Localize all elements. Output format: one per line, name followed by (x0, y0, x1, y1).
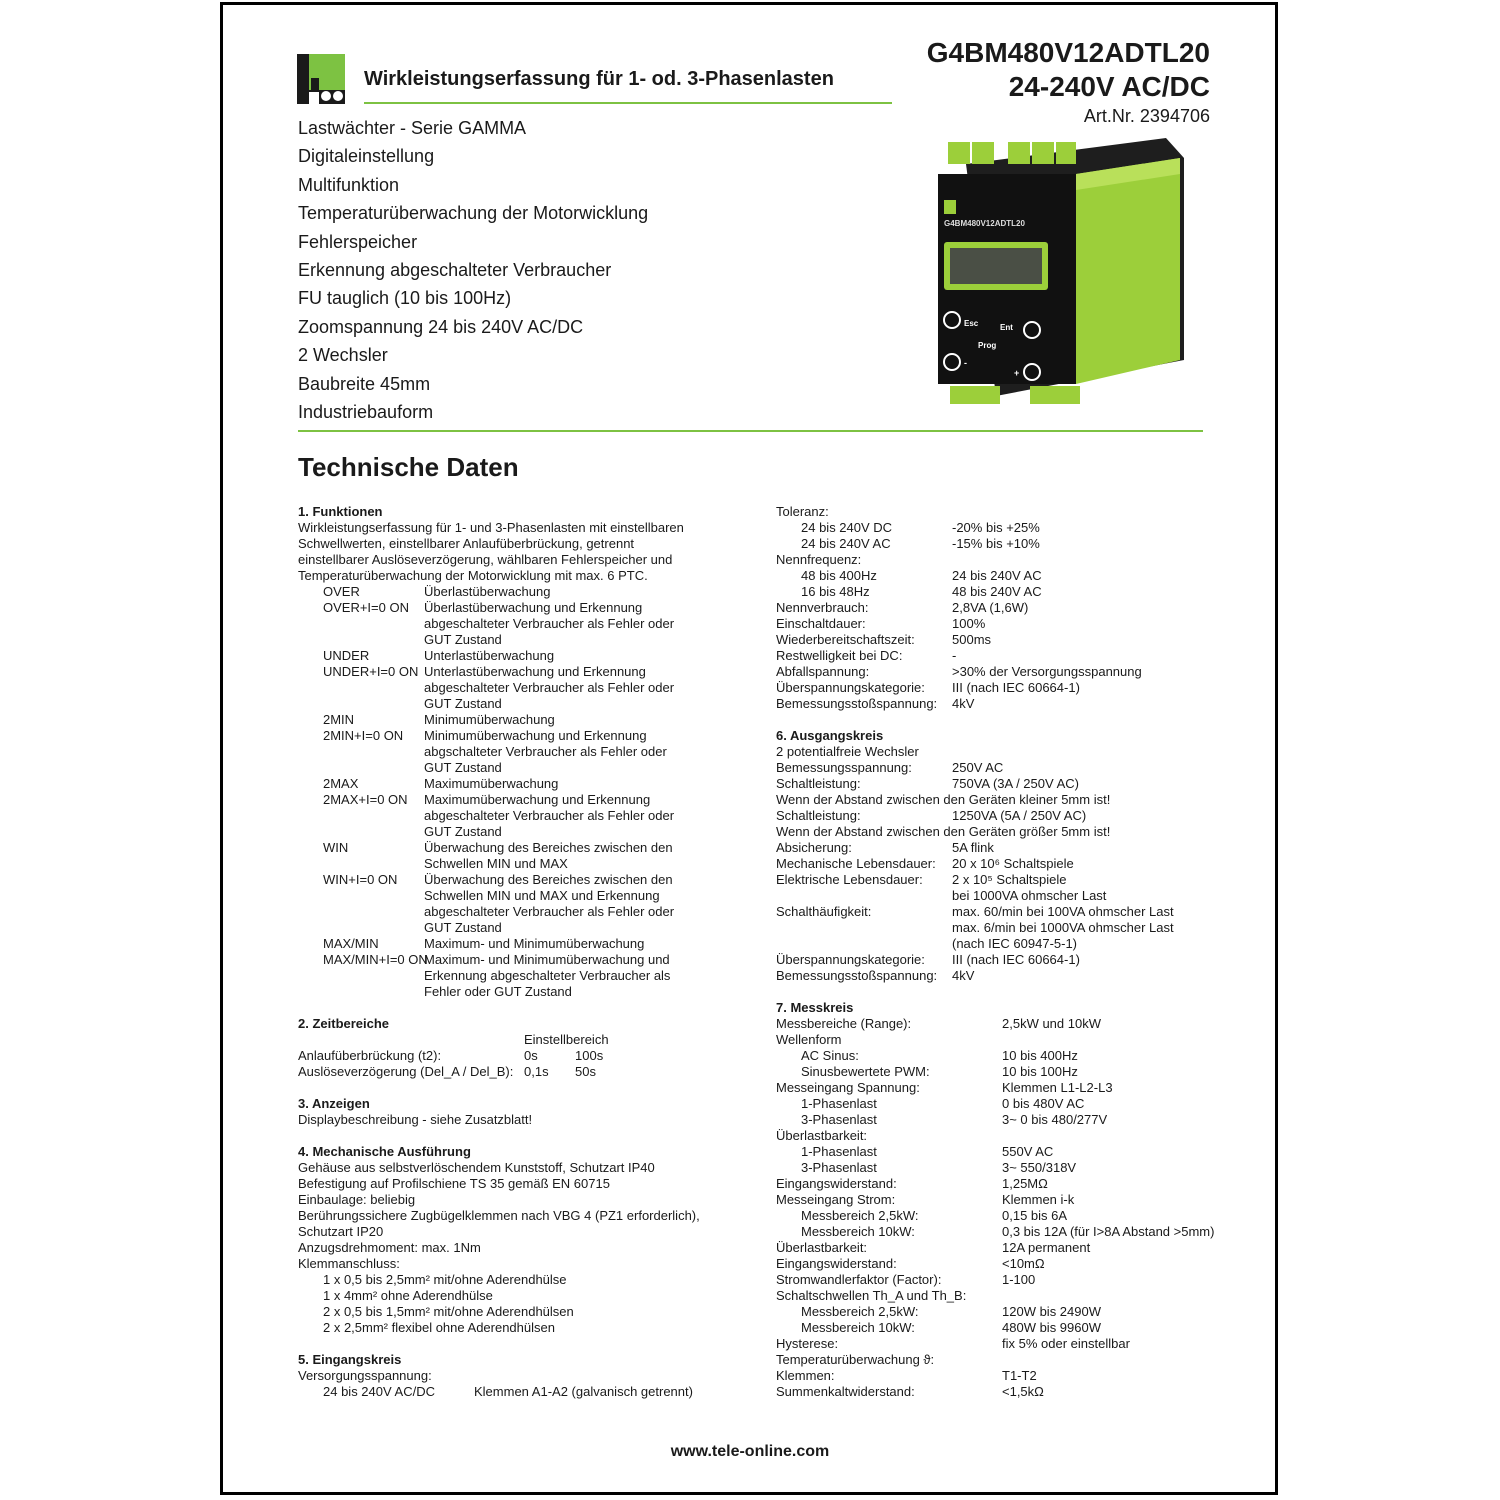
spec-text: Temperaturüberwachung der Motorwicklung mit max. 6 PTC. (298, 568, 648, 583)
device-btn-minus: - (964, 358, 967, 368)
spec-row (298, 600, 738, 616)
spec-label: 3-Phasenlast (801, 1112, 877, 1127)
spec-text: Versorgungsspannung: (298, 1368, 432, 1383)
spec-value: 0,1s (524, 1064, 549, 1079)
spec-row (776, 632, 1226, 648)
spec-value: (nach IEC 60947-5-1) (952, 936, 1078, 951)
spec-row (298, 824, 738, 840)
spec-value: 480W bis 9960W (1002, 1320, 1101, 1335)
feature-item: 2 Wechsler (298, 345, 388, 366)
section-divider (298, 430, 1203, 432)
spec-text: Temperaturüberwachung ϑ: (776, 1352, 935, 1367)
spec-label: Absicherung: (776, 840, 852, 855)
spec-label: Messbereich 2,5kW: (801, 1208, 919, 1223)
device-btn-ent: Ent (1000, 323, 1013, 332)
time-range-row (298, 1032, 738, 1048)
spec-value: 10 bis 400Hz (1002, 1048, 1078, 1063)
spec-heading: 3. Anzeigen (298, 1096, 370, 1111)
tele-logo (297, 54, 345, 104)
spec-value: GUT Zustand (424, 920, 502, 935)
spec-value: Klemmen A1-A2 (galvanisch getrennt) (474, 1384, 693, 1399)
spec-row (298, 776, 738, 792)
spec-value: 24 bis 240V AC (952, 568, 1042, 583)
spec-row (776, 904, 1226, 920)
spec-label: Wiederbereitschaftszeit: (776, 632, 915, 647)
spacer (298, 1336, 738, 1352)
spec-value: Klemmen L1-L2-L3 (1002, 1080, 1113, 1095)
spec-value: 750VA (3A / 250V AC) (952, 776, 1079, 791)
spec-value: Maximumüberwachung und Erkennung (424, 792, 651, 807)
spec-value: III (nach IEC 60664-1) (952, 680, 1080, 695)
spec-row (298, 1384, 738, 1400)
spec-row (776, 936, 1226, 952)
time-range-row (298, 1064, 738, 1080)
spec-value: 12A permanent (1002, 1240, 1091, 1255)
spec-heading: 7. Messkreis (776, 1000, 854, 1015)
spec-label: Elektrische Lebensdauer: (776, 872, 923, 887)
spec-value: 3~ 550/318V (1002, 1160, 1077, 1175)
spec-label: MAX/MIN (323, 936, 379, 951)
spec-label: Anlaufüberbrückung (t2): (298, 1048, 442, 1063)
spec-label: Auslöseverzögerung (Del_A / Del_B): (298, 1064, 514, 1079)
spec-value: Überwachung des Bereiches zwischen den (424, 872, 673, 887)
spec-label: Überspannungskategorie: (776, 680, 925, 695)
feature-item: FU tauglich (10 bis 100Hz) (298, 288, 512, 309)
spec-label: Sinusbewertete PWM: (801, 1064, 930, 1079)
spec-text: 2 x 0,5 bis 1,5mm² mit/ohne Aderendhülsen (323, 1304, 574, 1319)
spec-row (298, 840, 738, 856)
spec-value: <1,5kΩ (1002, 1384, 1044, 1399)
spec-value: Überwachung des Bereiches zwischen den (424, 840, 673, 855)
spec-row (776, 1048, 1226, 1064)
device-btn-prog: Prog (978, 341, 997, 350)
spec-value: -20% bis +25% (952, 520, 1040, 535)
spec-row (776, 1208, 1226, 1224)
page-subtitle: Wirkleistungserfassung für 1- od. 3-Phasenlasten (364, 68, 834, 90)
spec-row (776, 664, 1226, 680)
spec-row (298, 872, 738, 888)
spec-row (298, 920, 738, 936)
spacer (776, 712, 1226, 728)
title-divider (364, 102, 892, 104)
spec-label: Mechanische Lebensdauer: (776, 856, 936, 871)
spec-text: 2 potentialfreie Wechsler (776, 744, 919, 759)
spec-row (298, 728, 738, 744)
spec-row (776, 968, 1226, 984)
spacer (298, 1128, 738, 1144)
spec-row (776, 952, 1226, 968)
spec-value: Einstellbereich (524, 1032, 609, 1047)
spec-label: 1-Phasenlast (801, 1144, 877, 1159)
spacer (298, 1080, 738, 1096)
spec-row (776, 1080, 1226, 1096)
spec-label: Messeingang Spannung: (776, 1080, 920, 1095)
spec-text: Toleranz: (776, 504, 829, 519)
spec-label: Nennverbrauch: (776, 600, 869, 615)
spec-row (298, 616, 738, 632)
spec-value: 4kV (952, 968, 975, 983)
spec-heading: 4. Mechanische Ausführung (298, 1144, 471, 1159)
spec-text: Schutzart IP20 (298, 1224, 384, 1239)
spec-value: abgeschalteter Verbraucher als Fehler oder (424, 616, 675, 631)
feature-item: Baubreite 45mm (298, 373, 431, 394)
spec-row (776, 648, 1226, 664)
spec-value: 2,8VA (1,6W) (952, 600, 1029, 615)
spec-label: 2MIN (323, 712, 355, 727)
spec-value: 2,5kW und 10kW (1002, 1016, 1101, 1031)
spec-label: Schaltleistung: (776, 776, 861, 791)
spec-label: Bemessungsstoßspannung: (776, 968, 938, 983)
spec-value: 4kV (952, 696, 975, 711)
spec-row (776, 680, 1226, 696)
spec-label: Bemessungsstoßspannung: (776, 696, 938, 711)
spec-row (776, 1272, 1226, 1288)
spec-text: Schwellwerten, einstellbarer Anlaufüberbrückung, getrennt (298, 536, 635, 551)
spec-label: Summenkaltwiderstand: (776, 1384, 915, 1399)
spec-value: GUT Zustand (424, 760, 502, 775)
article-number: Art.Nr. 2394706 (1083, 106, 1210, 126)
spec-label: 24 bis 240V AC (801, 536, 891, 551)
spec-value: bei 1000VA ohmscher Last (952, 888, 1107, 903)
spec-label: 48 bis 400Hz (801, 568, 877, 583)
spec-row (298, 680, 738, 696)
spec-label: Messbereich 10kW: (801, 1320, 915, 1335)
spec-text: Wenn der Abstand zwischen den Geräten kleiner 5mm ist! (776, 792, 1111, 807)
spec-label: WIN (323, 840, 349, 855)
spec-row (776, 1016, 1226, 1032)
spec-value: GUT Zustand (424, 824, 502, 839)
spec-row (298, 984, 738, 1000)
spec-text: Anzugsdrehmoment: max. 1Nm (298, 1240, 481, 1255)
spec-label: Klemmen: (776, 1368, 835, 1383)
time-range-row (298, 1048, 738, 1064)
spec-value: Maximum- und Minimumüberwachung und (424, 952, 670, 967)
spec-row (776, 1304, 1226, 1320)
spec-value: Minimumüberwachung und Erkennung (424, 728, 647, 743)
spec-row (298, 696, 738, 712)
spec-value: <10mΩ (1002, 1256, 1045, 1271)
spec-text: Displaybeschreibung - siehe Zusatzblatt! (298, 1112, 533, 1127)
spec-row (776, 1144, 1226, 1160)
spec-label: Bemessungsspannung: (776, 760, 912, 775)
spec-value: Minimumüberwachung (424, 712, 555, 727)
spec-heading: 1. Funktionen (298, 504, 383, 519)
spec-row (776, 920, 1226, 936)
spec-label: Messeingang Strom: (776, 1192, 896, 1207)
spec-row (298, 936, 738, 952)
spec-value: Maximumüberwachung (424, 776, 559, 791)
spec-label: 16 bis 48Hz (801, 584, 870, 599)
spec-value: GUT Zustand (424, 632, 502, 647)
spec-label: WIN+I=0 ON (323, 872, 398, 887)
spec-row (776, 760, 1226, 776)
spec-heading: 2. Zeitbereiche (298, 1016, 390, 1031)
spec-value: abgeschalteter Verbraucher als Fehler oder (424, 904, 675, 919)
device-label: G4BM480V12ADTL20 (944, 219, 1025, 228)
spec-row (776, 520, 1226, 536)
spec-label: Messbereich 2,5kW: (801, 1304, 919, 1319)
spec-label: 24 bis 240V DC (801, 520, 893, 535)
spec-heading: 5. Eingangskreis (298, 1352, 402, 1367)
feature-item: Zoomspannung 24 bis 240V AC/DC (298, 316, 584, 337)
spec-label: Eingangswiderstand: (776, 1256, 897, 1271)
spec-row (776, 856, 1226, 872)
spec-label: Restwelligkeit bei DC: (776, 648, 903, 663)
spec-text: einstellbarer Auslöseverzögerung, wählbaren Fehlerspeicher und (298, 552, 673, 567)
spec-row (776, 872, 1226, 888)
spec-text: Wellenform (776, 1032, 842, 1047)
spec-text: Schaltschwellen Th_A und Th_B: (776, 1288, 967, 1303)
spec-row (298, 952, 738, 968)
spec-row (776, 696, 1226, 712)
feature-item: Temperaturüberwachung der Motorwicklung (298, 203, 649, 224)
spec-row (298, 584, 738, 600)
spec-row (776, 1096, 1226, 1112)
footer-url: www.tele-online.com (670, 1443, 830, 1460)
spec-label: Abfallspannung: (776, 664, 870, 679)
device-btn-esc: Esc (964, 319, 979, 328)
spec-label: Überspannungskategorie: (776, 952, 925, 967)
spec-value: Fehler oder GUT Zustand (424, 984, 572, 999)
spec-label: Stromwandlerfaktor (Factor): (776, 1272, 942, 1287)
spec-row (776, 1368, 1226, 1384)
model-voltage: 24-240V AC/DC (1008, 71, 1210, 102)
spec-value: max. 60/min bei 100VA ohmscher Last (952, 904, 1174, 919)
spec-value: abgeschalteter Verbraucher als Fehler oder (424, 808, 675, 823)
device-btn-plus: + (1014, 368, 1020, 378)
spec-row (776, 1112, 1226, 1128)
spec-value: Maximum- und Minimumüberwachung (424, 936, 645, 951)
spec-value: 20 x 10⁶ Schaltspiele (952, 856, 1074, 871)
spec-row (776, 776, 1226, 792)
feature-item: Multifunktion (298, 174, 400, 195)
spec-value: max. 6/min bei 1000VA ohmscher Last (952, 920, 1174, 935)
spec-row (776, 1256, 1226, 1272)
spec-label: 24 bis 240V AC/DC (323, 1384, 436, 1399)
spec-label: Schaltleistung: (776, 808, 861, 823)
spec-text: 1 x 4mm² ohne Aderendhülse (323, 1288, 493, 1303)
spec-value: Überlastüberwachung (424, 584, 551, 599)
spec-value: 100s (575, 1048, 604, 1063)
spec-value: 5A flink (952, 840, 994, 855)
spec-value: fix 5% oder einstellbar (1002, 1336, 1130, 1351)
spec-row (298, 664, 738, 680)
spec-text: Befestigung auf Profilschiene TS 35 gemäß EN 60715 (298, 1176, 610, 1191)
spec-value: 2 x 10⁵ Schaltspiele (952, 872, 1067, 887)
spec-label: Messbereiche (Range): (776, 1016, 912, 1031)
spec-row (298, 968, 738, 984)
spec-row (298, 648, 738, 664)
spec-value: abgschalteter Verbraucher als Fehler oder (424, 744, 667, 759)
feature-item: Erkennung abgeschalteter Verbraucher (298, 259, 612, 280)
spec-label: Eingangswiderstand: (776, 1176, 897, 1191)
spec-row (776, 1336, 1226, 1352)
spec-value: 0 bis 480V AC (1002, 1096, 1085, 1111)
spec-value: III (nach IEC 60664-1) (952, 952, 1080, 967)
spec-value: 0,3 bis 12A (für I>8A Abstand >5mm) (1002, 1224, 1215, 1239)
spec-value: 0s (524, 1048, 538, 1063)
spec-row (776, 1176, 1226, 1192)
product-image (936, 134, 1188, 406)
spec-value: 0,15 bis 6A (1002, 1208, 1068, 1223)
spec-row (776, 600, 1226, 616)
spec-row (776, 1192, 1226, 1208)
spec-value: Klemmen i-k (1002, 1192, 1075, 1207)
feature-item: Fehlerspeicher (298, 231, 418, 252)
spec-label: UNDER (323, 648, 370, 663)
spec-row (298, 632, 738, 648)
spec-value: >30% der Versorgungsspannung (952, 664, 1142, 679)
spec-label: Messbereich 10kW: (801, 1224, 915, 1239)
spec-text: Wenn der Abstand zwischen den Geräten größer 5mm ist! (776, 824, 1111, 839)
spec-value: 500ms (952, 632, 992, 647)
spec-value: 3~ 0 bis 480/277V (1002, 1112, 1108, 1127)
spec-row (776, 888, 1226, 904)
spec-value: Unterlastüberwachung und Erkennung (424, 664, 646, 679)
spec-row (776, 1064, 1226, 1080)
feature-item: Industriebauform (298, 401, 434, 422)
spec-row (298, 744, 738, 760)
spacer (776, 984, 1226, 1000)
spec-label: Überlastbarkeit: (776, 1240, 868, 1255)
spec-value: 1250VA (5A / 250V AC) (952, 808, 1087, 823)
spec-value: Schwellen MIN und MAX und Erkennung (424, 888, 660, 903)
spec-value: 1,25MΩ (1002, 1176, 1048, 1191)
model-heading (927, 36, 1210, 104)
spacer (298, 1000, 738, 1016)
spec-value: 50s (575, 1064, 596, 1079)
spec-heading: 6. Ausgangskreis (776, 728, 884, 743)
spec-row (298, 856, 738, 872)
spec-value: 250V AC (952, 760, 1004, 775)
spec-row (298, 888, 738, 904)
spec-label: Schalthäufigkeit: (776, 904, 872, 919)
spec-row (776, 1384, 1226, 1400)
spec-label: 3-Phasenlast (801, 1160, 877, 1175)
spec-row (776, 1224, 1226, 1240)
section-title: Technische Daten (298, 452, 519, 482)
spec-label: MAX/MIN+I=0 ON (323, 952, 428, 967)
spec-row (298, 792, 738, 808)
spec-row (776, 536, 1226, 552)
spec-value: -15% bis +10% (952, 536, 1040, 551)
spec-label: 2MIN+I=0 ON (323, 728, 404, 743)
spec-row (776, 1320, 1226, 1336)
feature-list (298, 116, 648, 428)
spec-row (298, 712, 738, 728)
spec-label: OVER+I=0 ON (323, 600, 409, 615)
spec-row (776, 840, 1226, 856)
spec-value: Erkennung abgeschalteter Verbraucher als (424, 968, 671, 983)
spec-value: - (952, 648, 957, 663)
spec-value: GUT Zustand (424, 696, 502, 711)
spec-row (776, 808, 1226, 824)
spec-text: Klemmanschluss: (298, 1256, 400, 1271)
spec-column-right (776, 504, 1226, 1400)
spec-text: Überlastbarkeit: (776, 1128, 868, 1143)
spec-value: 120W bis 2490W (1002, 1304, 1101, 1319)
spec-text: 1 x 0,5 bis 2,5mm² mit/ohne Aderendhülse (323, 1272, 567, 1287)
spec-text: Wirkleistungserfassung für 1- und 3-Phasenlasten mit einstellbaren (298, 520, 684, 535)
spec-row (776, 1160, 1226, 1176)
spec-row (776, 1240, 1226, 1256)
spec-value: Überlastüberwachung und Erkennung (424, 600, 643, 615)
spec-text: Nennfrequenz: (776, 552, 862, 567)
spec-label: Einschaltdauer: (776, 616, 866, 631)
model-number: G4BM480V12ADTL20 (926, 37, 1210, 68)
spec-row (298, 760, 738, 776)
spec-label: 1-Phasenlast (801, 1096, 877, 1111)
spec-value: abgeschalteter Verbraucher als Fehler oder (424, 680, 675, 695)
spec-row (776, 568, 1226, 584)
spec-label: 2MAX (323, 776, 359, 791)
spec-row (776, 584, 1226, 600)
spec-text: Gehäuse aus selbstverlöschendem Kunststoff, Schutzart IP40 (298, 1160, 655, 1175)
spec-value: 1-100 (1002, 1272, 1036, 1287)
spec-label: OVER (323, 584, 360, 599)
feature-item: Digitaleinstellung (298, 146, 435, 167)
spec-row (776, 616, 1226, 632)
spec-text: Berührungssichere Zugbügelklemmen nach VBG 4 (PZ1 erforderlich), (298, 1208, 700, 1223)
spec-label: UNDER+I=0 ON (323, 664, 419, 679)
spec-label: 2MAX+I=0 ON (323, 792, 408, 807)
spec-value: 10 bis 100Hz (1002, 1064, 1078, 1079)
spec-row (298, 904, 738, 920)
spec-label: Hysterese: (776, 1336, 839, 1351)
spec-value: 48 bis 240V AC (952, 584, 1042, 599)
spec-label: AC Sinus: (801, 1048, 859, 1063)
feature-item: Lastwächter - Serie GAMMA (298, 118, 527, 138)
spec-value: Unterlastüberwachung (424, 648, 555, 663)
spec-value: 100% (952, 616, 986, 631)
spec-value: Schwellen MIN und MAX (424, 856, 568, 871)
spec-value: 550V AC (1002, 1144, 1054, 1159)
spec-value: T1-T2 (1002, 1368, 1037, 1383)
spec-text: Einbaulage: beliebig (298, 1192, 416, 1207)
spec-text: 2 x 2,5mm² flexibel ohne Aderendhülsen (323, 1320, 555, 1335)
spec-column-left (298, 504, 738, 1400)
spec-row (298, 808, 738, 824)
